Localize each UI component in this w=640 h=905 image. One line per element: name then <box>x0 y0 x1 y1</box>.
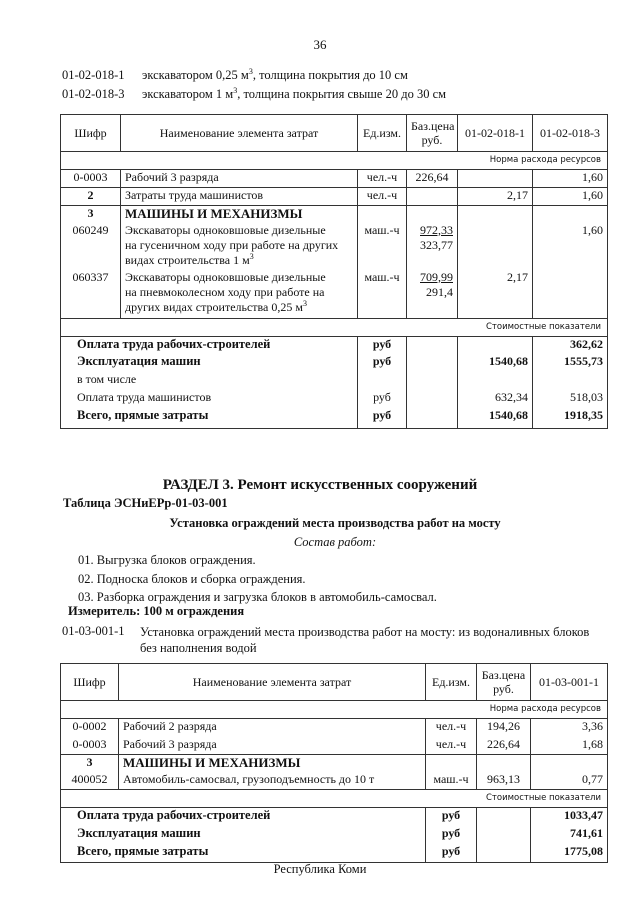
intro-code: 01-02-018-3 <box>62 87 125 101</box>
machines-heading-row: 3 МАШИНЫ И МЕХАНИЗМЫ <box>61 206 608 223</box>
intro-line <box>62 87 446 102</box>
table-title: Таблица ЭСНиЕРр-01-03-001 <box>63 496 228 510</box>
resource-table-2 <box>60 663 608 863</box>
band-costs: Стоимостные показатели <box>61 318 608 336</box>
summary-row: Оплата труда рабочих-строителей руб 1033,47 <box>61 808 608 826</box>
norm-code: 01-03-001-1 <box>62 624 125 638</box>
table-header-row <box>61 115 608 152</box>
item-name: Экскаваторы одноковшовые дизельные на пневмоколесном ходу при работе на других видах строительства 0,25 $м^3$ <box>121 268 358 319</box>
table-header-row <box>61 664 608 701</box>
header-unit: Ед.изм. <box>358 115 407 152</box>
summary-row: Эксплуатация машин руб 1540,68 1555,73 <box>61 354 608 372</box>
table-row: 400052 Автомобиль-самосвал, грузоподъемность до 10 т маш.-ч 963,13 0,77 <box>61 772 608 790</box>
summary-row: Эксплуатация машин руб 741,61 <box>61 826 608 844</box>
header-col2: 01-02-018-3 <box>533 115 608 152</box>
intro-text: экскаватором 0,25 $м^3$, толщина покрытия до 10 см <box>142 67 408 82</box>
price-cell: 709,99 291,4 <box>407 268 458 319</box>
intro-code: 01-02-018-1 <box>62 68 125 82</box>
header-unit: Ед.изм. <box>426 664 477 701</box>
intro-line <box>62 68 408 83</box>
item-name: Экскаваторы одноковшовые дизельные на гусеничном ходу при работе на других видах строительства 1 $м^3$ <box>121 223 358 268</box>
header-col1: 01-03-001-1 <box>531 664 608 701</box>
header-code: Шифр <box>61 115 121 152</box>
intro-text: экскаватором 1 $м^3$, толщина покрытия свыше 20 до 30 см <box>142 86 447 101</box>
page-number: 36 <box>313 37 327 52</box>
table-row: 0-0002 Рабочий 2 разряда чел.-ч 194,26 3,36 <box>61 719 608 737</box>
work-item: 01. Выгрузка блоков ограждения. <box>78 553 256 567</box>
price-cell: 972,33 323,77 <box>407 223 458 268</box>
header-price: Баз.цена руб. <box>477 664 531 701</box>
band-norms: Норма расхода ресурсов <box>61 701 608 719</box>
header-name: Наименование элемента затрат <box>119 664 426 701</box>
summary-row: Всего, прямые затраты руб 1775,08 <box>61 844 608 863</box>
norm-description <box>62 624 607 656</box>
resource-table-1 <box>60 114 608 429</box>
summary-row: в том числе <box>61 372 608 390</box>
work-composition-title: Состав работ: <box>293 535 377 549</box>
section-title: РАЗДЕЛ 3. Ремонт искусственных сооружений <box>162 477 478 493</box>
summary-row: Всего, прямые затраты руб 1540,68 1918,35 <box>61 408 608 428</box>
header-code: Шифр <box>61 664 119 701</box>
norm-text: Установка ограждений места производства работ на мосту: из водоналивных блоков без наполнения водой <box>140 625 590 655</box>
work-item: 03. Разборка ограждения и загрузка блоков в автомобиль-самосвал. <box>78 590 437 604</box>
table-row: 060337 Экскаваторы одноковшовые дизельные на пневмоколесном ходу при работе на других видах строительства 0,25 $м^3$ маш.-ч 709,99 291,4 2,17 <box>61 268 608 319</box>
table-subtitle: Установка ограждений места производства работ на мосту <box>169 516 501 530</box>
summary-row: Оплата труда рабочих-строителей руб 362,62 <box>61 336 608 354</box>
header-price: Баз.цена руб. <box>407 115 458 152</box>
table-row: 0-0003 Рабочий 3 разряда чел.-ч 226,64 1,68 <box>61 737 608 755</box>
band-costs: Стоимостные показатели <box>61 790 608 808</box>
header-name: Наименование элемента затрат <box>121 115 358 152</box>
header-col1: 01-02-018-1 <box>458 115 533 152</box>
footer-region: Республика Коми <box>273 862 367 876</box>
band-norms: Норма расхода ресурсов <box>61 152 608 170</box>
work-item: 02. Подноска блоков и сборка ограждения. <box>78 572 306 586</box>
summary-row: Оплата труда машинистов руб 632,34 518,03 <box>61 390 608 408</box>
machines-heading-row: 3 МАШИНЫ И МЕХАНИЗМЫ <box>61 755 608 772</box>
table-row: 060249 Экскаваторы одноковшовые дизельные на гусеничном ходу при работе на других видах строительства 1 $м^3$ маш.-ч 972,33 323,77 1,60 <box>61 223 608 268</box>
table-row: 2 Затраты труда машинистов чел.-ч 2,17 1,60 <box>61 188 608 206</box>
meter-label: Измеритель: 100 м ограждения <box>68 604 245 618</box>
table-row: 0-0003 Рабочий 3 разряда чел.-ч 226,64 1,60 <box>61 170 608 188</box>
